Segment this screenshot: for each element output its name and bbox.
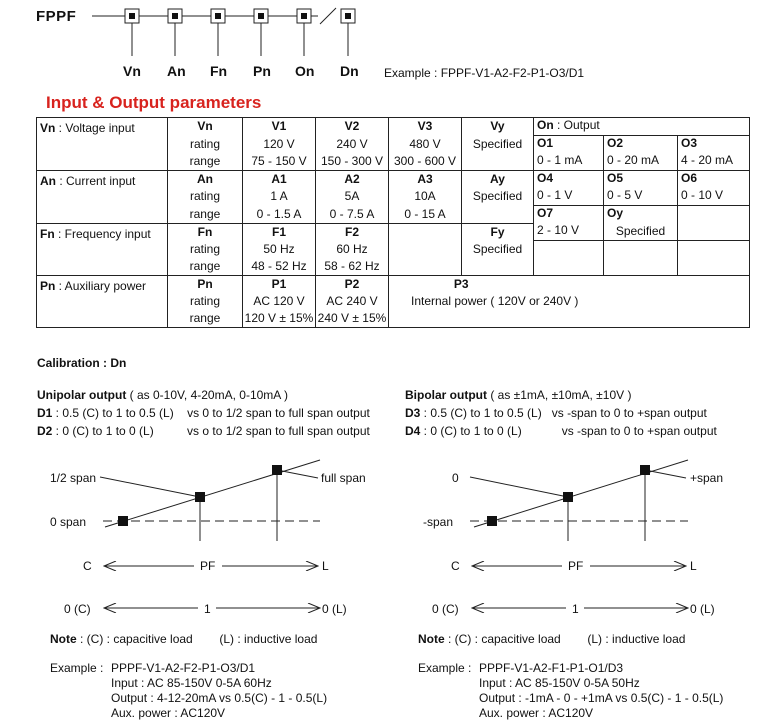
a1-code: A1 xyxy=(243,171,316,189)
aux-range-label: range xyxy=(168,310,243,328)
unipolar-d2: D2 : 0 (C) to 1 to 0 (L) vs o to 1/2 span to full span output xyxy=(37,424,370,438)
field-vn: Vn xyxy=(123,63,141,79)
o1-value: 0 - 1 mA xyxy=(534,153,604,171)
vy-code: Vy xyxy=(462,118,534,136)
frequency-label: Fn : Frequency input xyxy=(37,223,168,276)
fy-text: Specified xyxy=(462,241,534,259)
p2-rating: AC 240 V xyxy=(316,293,389,310)
f2-range: 58 - 62 Hz xyxy=(316,258,389,276)
bipolar-example-input: Input : AC 85-150V 0-5A 50Hz xyxy=(479,676,640,690)
v2-range: 150 - 300 V xyxy=(316,153,389,171)
section-title: Input & Output parameters xyxy=(46,93,262,112)
aux-rating-label: rating xyxy=(168,293,243,310)
f2-code: F2 xyxy=(316,223,389,241)
o6-value: 0 - 10 V xyxy=(678,188,750,206)
p1-code: P1 xyxy=(243,276,316,294)
unipolar-full-span-label: full span xyxy=(321,471,366,485)
field-on: On xyxy=(295,63,315,79)
unipolar-half-span-label: 1/2 span xyxy=(50,471,97,485)
bipolar-example-output: Output : -1mA - 0 - +1mA vs 0.5(C) - 1 - 0.5(L) xyxy=(479,691,724,705)
bipolar-axis2-left: 0 (C) xyxy=(432,602,459,616)
bipolar-axis2-right: 0 (L) xyxy=(690,602,715,616)
voltage-label: Vn : Voltage input xyxy=(37,118,168,171)
unipolar-axis2-mid: 1 xyxy=(204,602,211,616)
unipolar-example-output: Output : 4-12-20mA vs 0.5(C) - 1 - 0.5(L) xyxy=(111,691,328,705)
unipolar-axis2-left: 0 (C) xyxy=(64,602,91,616)
voltage-code: Vn xyxy=(168,118,243,136)
bipolar-axis-pf: PF xyxy=(568,559,584,573)
model-prefix: FPPF xyxy=(36,8,77,25)
o7-code: O7 xyxy=(534,206,604,224)
oy-code: Oy xyxy=(604,206,678,224)
vy-text: Specified xyxy=(462,136,534,154)
field-dn: Dn xyxy=(340,63,359,79)
o4-code: O4 xyxy=(534,171,604,189)
bipolar-zero-label: 0 xyxy=(452,471,459,485)
p3-code: P3 xyxy=(389,276,534,294)
v1-code: V1 xyxy=(243,118,316,136)
o2-value: 0 - 20 mA xyxy=(604,153,678,171)
voltage-rating-label: rating xyxy=(168,136,243,154)
field-an: An xyxy=(167,63,186,79)
bipolar-graph xyxy=(470,460,688,608)
bipolar-axis-c: C xyxy=(451,559,460,573)
unipolar-axis-c: C xyxy=(83,559,92,573)
bipolar-pos-span-label: +span xyxy=(690,471,724,485)
field-fn: Fn xyxy=(210,63,228,79)
unipolar-point-half xyxy=(195,492,205,502)
unipolar-note: Note : (C) : capacitive load (L) : inductive load xyxy=(50,632,318,646)
voltage-range-label: range xyxy=(168,153,243,171)
o6-code: O6 xyxy=(678,171,750,189)
f1-code: F1 xyxy=(243,223,316,241)
current-label: An : Current input xyxy=(37,171,168,224)
unipolar-example-label: Example : xyxy=(50,661,104,675)
a1-range: 0 - 1.5 A xyxy=(243,206,316,224)
frequency-code: Fn xyxy=(168,223,243,241)
ay-code: Ay xyxy=(462,171,534,189)
calibration-title: Calibration : Dn xyxy=(37,356,127,370)
ay-text: Specified xyxy=(462,188,534,206)
o2-code: O2 xyxy=(604,136,678,154)
aux-code: Pn xyxy=(168,276,243,294)
bipolar-axis-l: L xyxy=(690,559,697,573)
unipolar-point-zero xyxy=(118,516,128,526)
unipolar-axis-pf: PF xyxy=(200,559,216,573)
current-rating-label: rating xyxy=(168,188,243,206)
unipolar-axis2-right: 0 (L) xyxy=(322,602,347,616)
unipolar-graph xyxy=(100,460,320,608)
v3-range: 300 - 600 V xyxy=(389,153,462,171)
bipolar-point-neg xyxy=(487,516,497,526)
output-title: On : Output xyxy=(534,118,750,136)
f2-rating: 60 Hz xyxy=(316,241,389,259)
unipolar-point-full xyxy=(272,465,282,475)
bipolar-point-pos xyxy=(640,465,650,475)
fy-code: Fy xyxy=(462,223,534,241)
unipolar-d1: D1 : 0.5 (C) to 1 to 0.5 (L) vs 0 to 1/2 span to full span output xyxy=(37,406,370,420)
bipolar-example-label: Example : xyxy=(418,661,472,675)
bipolar-title: Bipolar output ( as ±1mA, ±10mA, ±10V ) xyxy=(405,388,632,402)
bipolar-example-aux: Aux. power : AC120V xyxy=(479,706,594,720)
bipolar-example-code: PPPF-V1-A2-F1-P1-O1/D3 xyxy=(479,661,624,675)
o3-code: O3 xyxy=(678,136,750,154)
v2-rating: 240 V xyxy=(316,136,389,154)
aux-label: Pn : Auxiliary power xyxy=(37,276,168,328)
a1-rating: 1 A xyxy=(243,188,316,206)
unipolar-example-aux: Aux. power : AC120V xyxy=(111,706,226,720)
v1-rating: 120 V xyxy=(243,136,316,154)
p2-code: P2 xyxy=(316,276,389,294)
bipolar-axis2-mid: 1 xyxy=(572,602,579,616)
a3-code: A3 xyxy=(389,171,462,189)
bipolar-note: Note : (C) : capacitive load (L) : inductive load xyxy=(418,632,686,646)
v2-code: V2 xyxy=(316,118,389,136)
p1-rating: AC 120 V xyxy=(243,293,316,310)
o5-value: 0 - 5 V xyxy=(604,188,678,206)
frequency-range-label: range xyxy=(168,258,243,276)
o4-value: 0 - 1 V xyxy=(534,188,604,206)
p1-range: 120 V ± 15% xyxy=(243,310,316,328)
oy-value: Specified xyxy=(604,223,678,241)
p2-range: 240 V ± 15% xyxy=(316,310,389,328)
a2-range: 0 - 7.5 A xyxy=(316,206,389,224)
o7-value: 2 - 10 V xyxy=(534,223,604,241)
a3-range: 0 - 15 A xyxy=(389,206,462,224)
v3-rating: 480 V xyxy=(389,136,462,154)
bipolar-point-zero xyxy=(563,492,573,502)
v3-code: V3 xyxy=(389,118,462,136)
model-example: Example : FPPF-V1-A2-F2-P1-O3/D1 xyxy=(384,66,585,80)
unipolar-axis-l: L xyxy=(322,559,329,573)
current-range-label: range xyxy=(168,206,243,224)
bipolar-neg-span-label: -span xyxy=(423,515,454,529)
o3-value: 4 - 20 mA xyxy=(678,153,750,171)
field-pn: Pn xyxy=(253,63,271,79)
unipolar-zero-span-label: 0 span xyxy=(50,515,87,529)
unipolar-title: Unipolar output ( as 0-10V, 4-20mA, 0-10mA ) xyxy=(37,388,288,402)
a2-rating: 5A xyxy=(316,188,389,206)
a3-rating: 10A xyxy=(389,188,462,206)
v1-range: 75 - 150 V xyxy=(243,153,316,171)
frequency-rating-label: rating xyxy=(168,241,243,259)
o1-code: O1 xyxy=(534,136,604,154)
bipolar-d4: D4 : 0 (C) to 1 to 0 (L) vs -span to 0 to +span output xyxy=(405,424,717,438)
f1-rating: 50 Hz xyxy=(243,241,316,259)
o5-code: O5 xyxy=(604,171,678,189)
bipolar-d3: D3 : 0.5 (C) to 1 to 0.5 (L) vs -span to 0 to +span output xyxy=(405,406,707,420)
unipolar-example-input: Input : AC 85-150V 0-5A 60Hz xyxy=(111,676,272,690)
a2-code: A2 xyxy=(316,171,389,189)
f1-range: 48 - 52 Hz xyxy=(243,258,316,276)
unipolar-example-code: PPPF-V1-A2-F2-P1-O3/D1 xyxy=(111,661,256,675)
current-code: An xyxy=(168,171,243,189)
p3-text: Internal power ( 120V or 240V ) xyxy=(389,293,750,310)
